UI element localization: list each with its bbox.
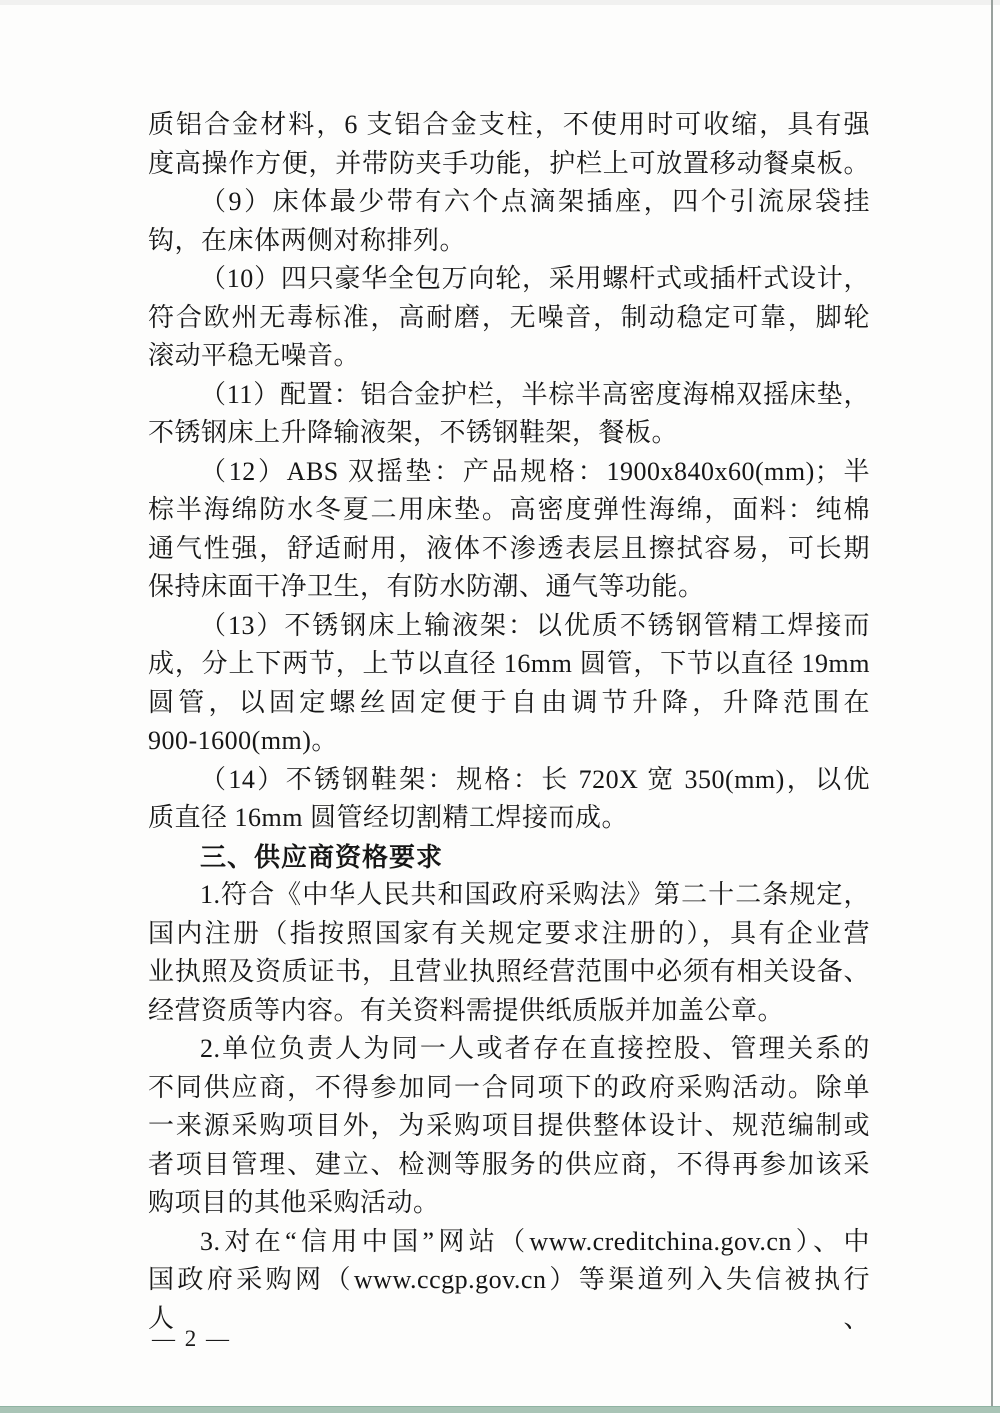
- document-line: 者项目管理、建立、检测等服务的供应商，不得再参加该采: [148, 1149, 870, 1179]
- document-line: （10）四只豪华全包万向轮，采用螺杆式或插杆式设计，: [200, 264, 870, 293]
- scan-edge-right: [991, 0, 993, 1413]
- document-line: 符合欧州无毒标准，高耐磨，无噪音，制动稳定可靠，脚轮: [148, 302, 870, 332]
- page-number: — 2 —: [152, 1326, 231, 1351]
- document-line: 经营资质等内容。有关资料需提供纸质版并加盖公章。: [148, 995, 785, 1025]
- document-line: 购项目的其他采购活动。: [148, 1188, 440, 1217]
- document-line: （9）床体最少带有六个点滴架插座，四个引流尿袋挂: [200, 187, 870, 216]
- document-line: 一来源采购项目外，为采购项目提供整体设计、规范编制或: [148, 1111, 870, 1140]
- document-line: 900-1600(mm)。: [148, 726, 338, 755]
- document-line: （11）配置：铝合金护栏，半棕半高密度海棉双摇床垫，: [200, 379, 870, 409]
- document-line: 1.符合《中华人民共和国政府采购法》第二十二条规定，: [200, 880, 870, 909]
- document-line: 2.单位负责人为同一人或者存在直接控股、管理关系的: [200, 1034, 870, 1063]
- document-line: 成，分上下两节，上节以直径 16mm 圆管，下节以直径 19mm: [148, 649, 870, 678]
- document-line: 钩，在床体两侧对称排列。: [148, 225, 467, 255]
- scan-edge-bottom: [0, 1406, 1000, 1413]
- document-line: 棕半海绵防水冬夏二用床垫。高密度弹性海绵，面料：纯棉: [148, 495, 870, 524]
- document-line: 质直径 16mm 圆管经切割精工焊接而成。: [148, 803, 628, 832]
- document-line: 业执照及资质证书，且营业执照经营范围中必须有相关设备、: [148, 957, 870, 986]
- document-line: （14）不锈钢鞋架：规格：长 720X 宽 350(mm)，以优: [200, 764, 870, 794]
- document-line: 保持床面干净卫生，有防水防潮、通气等功能。: [148, 572, 705, 601]
- document-line: （12）ABS 双摇垫：产品规格：1900x840x60(mm)；半: [200, 456, 870, 486]
- section-heading: 三、供应商资格要求: [200, 841, 444, 872]
- document-line: 不同供应商，不得参加同一合同项下的政府采购活动。除单: [148, 1072, 870, 1102]
- document-line: 滚动平稳无噪音。: [148, 341, 361, 370]
- document-body: [148, 106, 870, 1333]
- document-line: 质铝合金材料，6 支铝合金支柱，不使用时可收缩，具有强: [148, 110, 870, 139]
- document-line: 圆管，以固定螺丝固定便于自由调节升降，升降范围在: [148, 687, 870, 717]
- document-line: 通气性强，舒适耐用，液体不渗透表层且擦拭容易，可长期: [148, 533, 870, 563]
- document-line: 国政府采购网（www.ccgp.gov.cn）等渠道列入失信被执行人、: [148, 1265, 870, 1333]
- document-line: 不锈钢床上升降输液架，不锈钢鞋架，餐板。: [148, 418, 679, 447]
- document-line: （13）不锈钢床上输液架：以优质不锈钢管精工焊接而: [200, 610, 870, 640]
- document-line: 国内注册（指按照国家有关规定要求注册的），具有企业营: [148, 918, 870, 948]
- document-line: 度高操作方便，并带防夹手功能，护栏上可放置移动餐桌板。: [148, 148, 870, 178]
- document-line: 3.对在“信用中国”网站（www.creditchina.gov.cn）、中: [200, 1226, 870, 1256]
- scan-edge-top: [0, 0, 1000, 5]
